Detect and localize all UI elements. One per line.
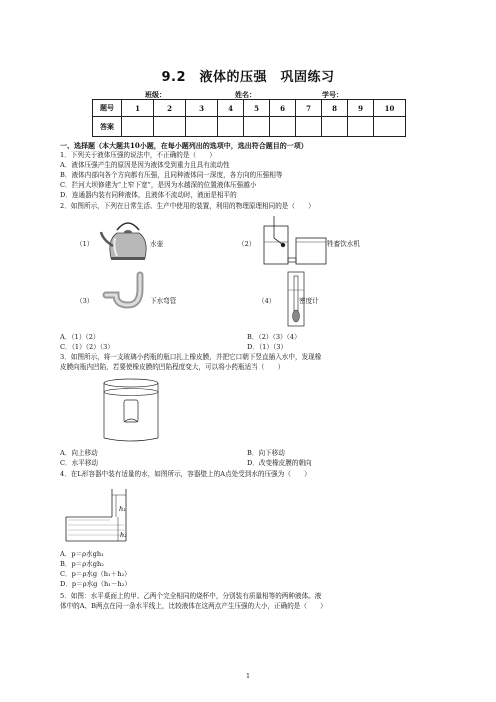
q1-option-b: B．液体内部向各个方向都有压强，且同种液体同一深度，各方向的压强相等 [60,171,283,179]
q1-stem: 1．下列关于液体压强的说法中，不正确的是（ ） [60,151,216,159]
qnum-cell: 1 [122,100,154,117]
q1-option-c: C．拦河大坝修建为“上窄下宽”，是因为水越深的位置液体压强越小 [60,181,257,189]
qnum-cell: 8 [322,100,348,117]
q3-option-d: D．改变橡皮膜的朝向 [247,459,312,467]
name-label: 姓名： [235,90,256,99]
fig4-number: （4） [258,297,276,305]
q4-option-d: D．p＝ρ水g（h₁－h₂） [60,580,131,588]
q3-option-a: A．向上移动 [60,449,98,457]
answer-cell[interactable] [244,117,270,137]
row-label-answer: 答案 [93,117,122,137]
answer-cell[interactable] [270,117,296,137]
q2-option-d: D．（1）（3） [247,343,288,351]
q2-stem: 2．如图所示，下列在日常生活、生产中使用的装置，利用的物理原理相同的是（ ） [60,202,315,210]
fig1-label: 水壶 [150,240,164,248]
fig4-label: 密度计 [299,297,319,305]
answer-cell[interactable] [154,117,186,137]
answer-cell[interactable] [296,117,322,137]
q4-stem: 4．在L形容器中装有适量的水，如图所示，容器壁上的A点处受到水的压强为（ ） [60,470,311,478]
fig3-label: 下水弯管 [150,297,177,305]
q4-option-b: B．p＝ρ水gh₂ [60,560,104,568]
qnum-cell: 10 [374,100,406,117]
qnum-cell: 3 [186,100,218,117]
qnum-cell: 7 [296,100,322,117]
livestock-waterer-figure [260,216,332,268]
fig2-number: （2） [238,240,256,248]
answer-table-answer-row [93,117,406,137]
q4-option-c: C．p＝ρ水g（h₁＋h₂） [60,570,131,578]
q5-stem-line2: 体中的A、B两点在同一条水平线上，比较液体在这两点产生压强的大小，正确的是（ ） [60,602,327,610]
fig2-label: 牲畜饮水机 [327,240,360,248]
answer-cell[interactable] [322,117,348,137]
answer-cell[interactable] [374,117,406,137]
answer-cell[interactable] [186,117,218,137]
section-heading: 一、选择题（本大题共10小题，在每小题列出的选项中，选出符合题目的一项） [60,141,308,150]
fig1-number: （1） [76,240,94,248]
drain-pipe-figure [104,275,154,317]
vial-in-water-figure [102,378,160,442]
qnum-cell: 5 [244,100,270,117]
qnum-cell: 9 [348,100,374,117]
answer-table [92,99,406,137]
page-number: 1 [246,673,250,680]
answer-cell[interactable] [348,117,374,137]
q1-option-d: D．连通器内装有同种液体，且液体不流动时，液面是相平的 [60,191,237,199]
q1-option-a: A．液体压强产生的原因是因为液体受到重力且具有流动性 [60,161,230,169]
kettle-figure [103,218,153,262]
row-label-number: 题号 [93,100,122,117]
h1-label: h₁ [119,505,126,513]
q3-stem-line1: 3．如图所示，将一支玻璃小药瓶的瓶口扎上橡皮膜，并把它口朝下竖直插入水中，发现橡 [60,353,322,361]
answer-cell[interactable] [218,117,244,137]
qnum-cell: 6 [270,100,296,117]
q3-option-c: C．水平移动 [60,459,99,467]
q2-option-c: C．（1）（2）（3） [60,343,114,351]
answer-table-header-row [93,100,406,117]
q2-option-a: A．（1）（2） [60,333,100,341]
page-title: 9.2 液体的压强 巩固练习 [161,70,335,85]
h2-label: h₂ [120,531,127,539]
number-label: 学号： [322,90,343,99]
fig3-number: （3） [76,297,94,305]
qnum-cell: 4 [218,100,244,117]
class-label: 班级： [145,90,166,99]
q2-option-b: B．（2）（3）（4） [247,333,301,341]
q3-option-b: B．向下移动 [247,449,285,457]
answer-cell[interactable] [122,117,154,137]
q3-stem-line2: 皮膜向瓶内凹陷，若要使橡皮膜的凹陷程度变大，可以将小药瓶适当（ ） [60,363,285,371]
q4-option-a: A．p＝ρ水gh₁ [60,550,104,558]
q5-stem-line1: 5．如图：水平桌面上的甲、乙两个完全相同的烧杯中，分别装有质量相等的两种液体。液 [60,592,322,600]
qnum-cell: 2 [154,100,186,117]
